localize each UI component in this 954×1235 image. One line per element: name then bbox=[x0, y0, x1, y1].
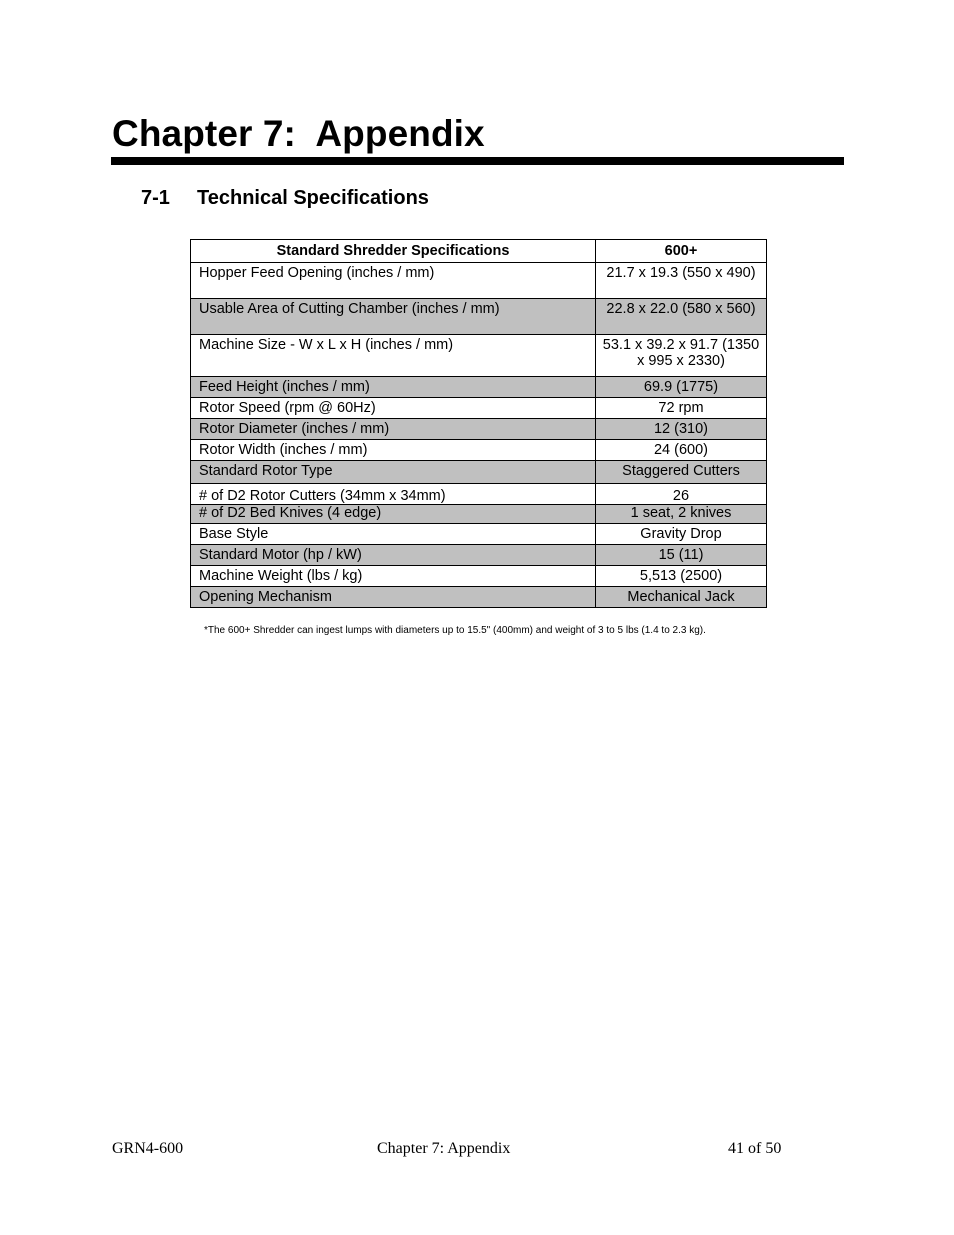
spec-value: 69.9 (1775) bbox=[596, 377, 767, 398]
spec-value: 72 rpm bbox=[596, 398, 767, 419]
spec-value: 26 bbox=[596, 484, 767, 505]
table-row bbox=[191, 505, 767, 524]
spec-value: Gravity Drop bbox=[596, 524, 767, 545]
spec-header-label: Standard Shredder Specifications bbox=[191, 240, 596, 263]
spec-label: Machine Size - W x L x H (inches / mm) bbox=[191, 335, 596, 377]
section-heading bbox=[141, 185, 429, 211]
footer-page-number: 41 of 50 bbox=[728, 1140, 782, 1157]
spec-label: Opening Mechanism bbox=[191, 587, 596, 608]
table-footnote: *The 600+ Shredder can ingest lumps with diameters up to 15.5" (400mm) and weight of 3 to 5 lbs (1.4 to 2.3 kg). bbox=[204, 625, 706, 636]
spec-label: Rotor Speed (rpm @ 60Hz) bbox=[191, 398, 596, 419]
table-row bbox=[191, 545, 767, 566]
title-rule bbox=[111, 157, 844, 165]
spec-label: Feed Height (inches / mm) bbox=[191, 377, 596, 398]
spec-table-header-row bbox=[191, 240, 767, 263]
chapter-title: Chapter 7: Appendix bbox=[112, 113, 485, 154]
table-row bbox=[191, 524, 767, 545]
table-row bbox=[191, 484, 767, 505]
table-row bbox=[191, 587, 767, 608]
spec-label: Base Style bbox=[191, 524, 596, 545]
table-row bbox=[191, 263, 767, 299]
spec-header-model: 600+ bbox=[596, 240, 767, 263]
spec-label: # of D2 Bed Knives (4 edge) bbox=[191, 505, 596, 524]
spec-label: Usable Area of Cutting Chamber (inches / mm) bbox=[191, 299, 596, 335]
spec-value: 24 (600) bbox=[596, 440, 767, 461]
spec-label: Standard Rotor Type bbox=[191, 461, 596, 484]
section-number: 7-1 bbox=[141, 187, 170, 209]
table-row bbox=[191, 440, 767, 461]
table-row bbox=[191, 377, 767, 398]
table-row bbox=[191, 335, 767, 377]
spec-value: 12 (310) bbox=[596, 419, 767, 440]
footer-document-id: GRN4-600 bbox=[112, 1140, 184, 1157]
spec-value: 15 (11) bbox=[596, 545, 767, 566]
spec-value: 1 seat, 2 knives bbox=[596, 505, 767, 524]
spec-label: Machine Weight (lbs / kg) bbox=[191, 566, 596, 587]
spec-label: # of D2 Rotor Cutters (34mm x 34mm) bbox=[191, 484, 596, 505]
section-title: Technical Specifications bbox=[197, 187, 429, 209]
spec-table-body bbox=[191, 263, 767, 608]
table-row bbox=[191, 398, 767, 419]
spec-value: 21.7 x 19.3 (550 x 490) bbox=[596, 263, 767, 299]
spec-label: Rotor Width (inches / mm) bbox=[191, 440, 596, 461]
table-row bbox=[191, 461, 767, 484]
table-row bbox=[191, 419, 767, 440]
spec-table bbox=[190, 239, 767, 608]
table-row bbox=[191, 566, 767, 587]
spec-value: Mechanical Jack bbox=[596, 587, 767, 608]
spec-value: 5,513 (2500) bbox=[596, 566, 767, 587]
spec-label: Standard Motor (hp / kW) bbox=[191, 545, 596, 566]
table-row bbox=[191, 299, 767, 335]
spec-value: Staggered Cutters bbox=[596, 461, 767, 484]
spec-value: 22.8 x 22.0 (580 x 560) bbox=[596, 299, 767, 335]
spec-label: Rotor Diameter (inches / mm) bbox=[191, 419, 596, 440]
spec-label: Hopper Feed Opening (inches / mm) bbox=[191, 263, 596, 299]
spec-value: 53.1 x 39.2 x 91.7 (1350 x 995 x 2330) bbox=[596, 335, 767, 377]
footer-chapter: Chapter 7: Appendix bbox=[377, 1140, 511, 1157]
